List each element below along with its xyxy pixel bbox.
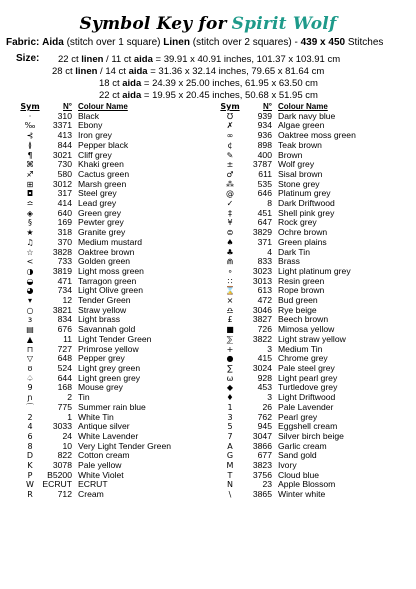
thread-number-cell: 3 xyxy=(267,392,272,403)
colour-name-cell: Light brass xyxy=(78,314,121,325)
colour-name-cell: Apple Blossom xyxy=(278,479,336,490)
symbol-cell: M xyxy=(226,461,234,471)
symbol-cell: ω xyxy=(226,373,234,383)
thread-number-cell: 3012 xyxy=(52,178,72,189)
thread-number-cell: 3021 xyxy=(52,149,72,160)
symbol-cell: W xyxy=(26,480,34,490)
thread-number-cell: 524 xyxy=(57,362,72,373)
size-line-1: 22 ct linen / 11 ct aida = 39.91 x 40.91 inches, 101.37 x 103.91 cm xyxy=(58,54,341,65)
fabric-linen-note: (stitch over 2 squares) - xyxy=(192,37,298,48)
thread-number-cell: 3821 xyxy=(52,304,72,315)
thread-number-cell: 26 xyxy=(262,401,272,412)
symbol-cell: 1 xyxy=(227,402,233,412)
symbol-cell: 6 xyxy=(27,431,33,441)
header-sym: Sym xyxy=(20,102,40,111)
colour-name-cell: Sand gold xyxy=(278,450,317,461)
size-line-2: 28 ct linen / 14 ct aida = 31.36 x 32.14 inches, 79.65 x 81.64 cm xyxy=(52,66,325,77)
colour-name-cell: Rock grey xyxy=(278,217,317,228)
symbol-cell: ◒ xyxy=(26,276,34,286)
table-row xyxy=(20,490,174,500)
size-line-4: 22 ct aida = 19.95 x 20.45 inches, 50.68 x 51.95 cm xyxy=(99,90,318,101)
symbol-cell: G xyxy=(226,451,234,461)
thread-number-cell: 10 xyxy=(62,440,72,451)
thread-number-cell: 613 xyxy=(257,285,272,296)
symbol-cell: ♦ xyxy=(226,393,234,403)
symbol-cell: A xyxy=(227,441,233,451)
symbol-cell: 8 xyxy=(27,441,33,451)
thread-number-cell: 3865 xyxy=(252,489,272,500)
colour-name-cell: Tin xyxy=(78,392,90,403)
thread-number-cell: 3823 xyxy=(252,460,272,471)
symbol-cell: 4 xyxy=(27,422,33,432)
colour-name-cell: Pearl grey xyxy=(278,411,318,422)
thread-number-cell: 169 xyxy=(57,217,72,228)
colour-name-cell: Black xyxy=(78,110,100,121)
colour-name-cell: Turtledove grey xyxy=(278,382,338,393)
symbol-cell: ▾ xyxy=(27,296,32,306)
thread-number-cell: 648 xyxy=(57,353,72,364)
thread-number-cell: 647 xyxy=(257,217,272,228)
thread-number-cell: 3 xyxy=(267,343,272,354)
symbol-cell: ✗ xyxy=(226,121,234,131)
symbol-cell: £ xyxy=(227,315,233,325)
thread-number-cell: 472 xyxy=(257,295,272,306)
thread-number-cell: 3819 xyxy=(52,265,72,276)
colour-name-cell: Mimosa yellow xyxy=(278,324,335,335)
thread-number-cell: 413 xyxy=(57,130,72,141)
symbol-cell: ʊ xyxy=(27,363,33,373)
colour-name-cell: Pale yellow xyxy=(78,460,122,471)
colour-name-cell: Light pearl grey xyxy=(278,372,338,383)
symbol-cell: ɜ xyxy=(27,315,33,325)
thread-number-cell: 3828 xyxy=(52,246,72,257)
thread-number-cell: 3829 xyxy=(252,227,272,238)
right-table-body xyxy=(220,112,374,500)
symbol-cell: 5 xyxy=(227,422,233,432)
thread-number-cell: 3371 xyxy=(52,120,72,131)
page-title xyxy=(0,14,416,34)
symbol-cell: T xyxy=(227,470,233,480)
colour-name-cell: Ebony xyxy=(78,120,103,131)
colour-name-cell: Light Tender Green xyxy=(78,333,152,344)
colour-name-cell: Tender Green xyxy=(78,295,131,306)
colour-name-cell: White Violet xyxy=(78,469,124,480)
symbol-cell: ✎ xyxy=(226,150,234,160)
colour-name-cell: Wolf grey xyxy=(278,159,315,170)
symbol-cell: ⁂ xyxy=(226,179,234,189)
colour-name-cell: Teak brown xyxy=(278,139,322,150)
thread-number-cell: 453 xyxy=(257,382,272,393)
thread-number-cell: 23 xyxy=(262,479,272,490)
fabric-aida-note: (stitch over 1 square) xyxy=(66,37,161,48)
fabric-aida: Aida xyxy=(42,37,64,48)
thread-number-cell: 611 xyxy=(258,168,272,179)
thread-number-cell: 730 xyxy=(57,159,72,170)
symbol-cell: ◑ xyxy=(26,266,34,276)
colour-name-cell: Light straw yellow xyxy=(278,333,346,344)
thread-number-cell: 2 xyxy=(67,392,72,403)
colour-name-cell: Oaktree brown xyxy=(78,246,135,257)
thread-number-cell: 726 xyxy=(257,324,272,335)
table-row xyxy=(220,490,374,500)
thread-number-cell: 535 xyxy=(257,178,272,189)
symbol-cell: 9 xyxy=(27,383,33,393)
thread-number-cell: 3023 xyxy=(252,265,272,276)
symbol-cell: ⌛ xyxy=(225,286,235,296)
thread-number-cell: 11 xyxy=(63,333,72,344)
symbol-cell: ℧ xyxy=(226,111,234,121)
colour-name-cell: Pale steel grey xyxy=(278,362,335,373)
symbol-cell: ☆ xyxy=(26,247,34,257)
thread-number-cell: 844 xyxy=(57,139,72,150)
thread-number-cell: 833 xyxy=(257,256,272,267)
thread-number-cell: 3078 xyxy=(52,460,72,471)
colour-name-cell: Mouse grey xyxy=(78,382,123,393)
colour-name-cell: Oaktree moss green xyxy=(278,130,356,141)
header-colour-name: Colour Name xyxy=(278,102,328,111)
symbol-cell: ‡ xyxy=(228,208,232,218)
symbol-cell: @ xyxy=(226,189,234,199)
thread-number-cell: 898 xyxy=(257,139,272,150)
colour-name-cell: Lead grey xyxy=(78,198,117,209)
colour-name-cell: Iron grey xyxy=(78,130,112,141)
colour-name-cell: Steel grey xyxy=(78,188,117,199)
thread-number-cell: 1 xyxy=(67,411,72,422)
colour-name-cell: Ochre brown xyxy=(278,227,328,238)
colour-name-cell: Silver birch beige xyxy=(278,430,344,441)
size-label: Size: xyxy=(16,53,40,64)
thread-number-cell: 371 xyxy=(257,236,272,247)
table-row xyxy=(220,451,374,461)
symbol-cell: ✓ xyxy=(226,199,234,209)
thread-number-cell: 3047 xyxy=(252,430,272,441)
symbol-cell: ⊰ xyxy=(26,131,34,141)
colour-name-cell: Light grey green xyxy=(78,362,141,373)
symbol-cell: × xyxy=(226,296,234,306)
symbol-cell: ‰ xyxy=(24,121,36,131)
symbol-cell: R xyxy=(27,490,33,500)
colour-name-cell: Ivory xyxy=(278,460,297,471)
colour-name-cell: Light Olive green xyxy=(78,285,143,296)
header-number: N° xyxy=(263,102,272,111)
symbol-cell: ≬ xyxy=(28,140,32,150)
thread-number-cell: 734 xyxy=(57,285,72,296)
colour-name-cell: Cactus green xyxy=(78,168,130,179)
symbol-cell: ∘ xyxy=(227,266,233,276)
thread-number-cell: 928 xyxy=(257,372,272,383)
thread-number-cell: 4 xyxy=(267,246,272,257)
thread-number-cell: ECRUT xyxy=(42,479,72,490)
thread-number-cell: 8 xyxy=(267,198,272,209)
colour-name-cell: Very Light Tender Green xyxy=(78,440,171,451)
symbol-cell: § xyxy=(28,218,32,228)
colour-name-cell: Marsh green xyxy=(78,178,127,189)
thread-number-cell: 3787 xyxy=(252,159,272,170)
colour-name-cell: Winter white xyxy=(278,489,326,500)
colour-name-cell: Light Driftwood xyxy=(278,392,336,403)
thread-number-cell: 712 xyxy=(57,489,72,500)
symbol-cell: ▲ xyxy=(26,334,34,344)
symbol-cell: ▽ xyxy=(26,354,34,364)
thread-number-cell: 3024 xyxy=(252,362,272,373)
symbol-cell: ♂ xyxy=(226,169,234,179)
colour-name-cell: Straw yellow xyxy=(78,304,127,315)
symbol-cell: ♎ xyxy=(226,305,234,315)
colour-name-cell: Summer rain blue xyxy=(78,401,146,412)
symbol-cell: ★ xyxy=(26,228,34,238)
thread-number-cell: B5200 xyxy=(47,469,72,480)
colour-name-cell: Eggshell cream xyxy=(278,421,338,432)
symbol-cell: ◕ xyxy=(26,286,34,296)
colour-name-cell: Green grey xyxy=(78,207,121,218)
thread-number-cell: 310 xyxy=(57,110,72,121)
thread-number-cell: 3866 xyxy=(252,440,272,451)
thread-number-cell: 414 xyxy=(57,198,72,209)
thread-number-cell: 733 xyxy=(57,256,72,267)
symbol-cell: ♫ xyxy=(26,237,34,247)
thread-number-cell: 775 xyxy=(57,401,72,412)
colour-name-cell: Cream xyxy=(78,489,104,500)
symbol-cell: ± xyxy=(226,160,234,170)
symbol-cell: N xyxy=(227,480,233,490)
symbol-cell: ⊜ xyxy=(226,228,234,238)
symbol-cell: ∞ xyxy=(226,131,234,141)
colour-name-cell: Light platinum grey xyxy=(278,265,351,276)
colour-name-cell: Sisal brown xyxy=(278,168,323,179)
thread-number-cell: 762 xyxy=(257,411,272,422)
colour-name-cell: Cotton cream xyxy=(78,450,130,461)
thread-number-cell: 317 xyxy=(57,188,72,199)
thread-number-cell: 3046 xyxy=(252,304,272,315)
symbol-cell: ♤ xyxy=(26,373,34,383)
symbol-key-left-table xyxy=(20,102,174,500)
colour-name-cell: Brass xyxy=(278,256,300,267)
colour-name-cell: Rye beige xyxy=(278,304,317,315)
symbol-cell: P xyxy=(27,470,33,480)
symbol-cell: 3 xyxy=(227,412,233,422)
symbol-cell: ¢ xyxy=(227,140,233,150)
symbol-cell: ◈ xyxy=(26,208,34,218)
thread-number-cell: 945 xyxy=(257,421,272,432)
colour-name-cell: Stone grey xyxy=(278,178,320,189)
colour-name-cell: Shell pink grey xyxy=(278,207,335,218)
symbol-cell: 7 xyxy=(227,431,233,441)
colour-name-cell: Garlic cream xyxy=(278,440,327,451)
symbol-cell: \ xyxy=(228,490,232,500)
symbol-cell: ∷ xyxy=(227,276,233,286)
thread-number-cell: 640 xyxy=(57,207,72,218)
thread-number-cell: 3033 xyxy=(52,421,72,432)
symbol-cell: ♐ xyxy=(26,169,34,179)
symbol-cell: D xyxy=(26,451,34,461)
symbol-cell: ≏ xyxy=(26,199,34,209)
thread-number-cell: 822 xyxy=(57,450,72,461)
colour-name-cell: Pewter grey xyxy=(78,217,124,228)
colour-name-cell: Savannah gold xyxy=(78,324,136,335)
colour-name-cell: Algae green xyxy=(278,120,325,131)
symbol-cell: ◘ xyxy=(26,189,34,199)
symbol-cell: ♠ xyxy=(226,237,234,247)
thread-number-cell: 727 xyxy=(57,343,72,354)
header-colour-name: Colour Name xyxy=(78,102,128,111)
colour-name-cell: White Tin xyxy=(78,411,114,422)
thread-number-cell: 370 xyxy=(57,236,72,247)
colour-name-cell: Brown xyxy=(278,149,303,160)
thread-number-cell: 676 xyxy=(57,324,72,335)
thread-number-cell: 3756 xyxy=(252,469,272,480)
symbol-cell: K xyxy=(27,461,33,471)
thread-number-cell: 677 xyxy=(257,450,272,461)
colour-name-cell: Tarragon green xyxy=(78,275,137,286)
colour-name-cell: Dark navy blue xyxy=(278,110,336,121)
colour-name-cell: Antique silver xyxy=(78,421,130,432)
symbol-cell: ⊓ xyxy=(26,344,34,354)
symbol-cell: 2 xyxy=(27,412,33,422)
symbol-cell: + xyxy=(226,344,234,354)
symbol-cell: ∑ xyxy=(227,363,233,373)
colour-name-cell: White Lavender xyxy=(78,430,139,441)
symbol-cell: < xyxy=(26,257,34,267)
table-row xyxy=(20,383,174,393)
thread-number-cell: 644 xyxy=(57,372,72,383)
colour-name-cell: Golden green xyxy=(78,256,131,267)
colour-name-cell: ECRUT xyxy=(78,479,108,490)
thread-number-cell: 936 xyxy=(257,130,272,141)
colour-name-cell: Dark Driftwood xyxy=(278,198,335,209)
colour-name-cell: Resin green xyxy=(278,275,325,286)
fabric-linen: Linen xyxy=(163,37,190,48)
symbol-cell: ¥ xyxy=(227,218,233,228)
fabric-label: Fabric: xyxy=(6,37,40,48)
colour-name-cell: Bud green xyxy=(278,295,318,306)
thread-number-cell: 400 xyxy=(257,149,272,160)
left-table-body xyxy=(20,112,174,500)
symbol-cell: ■ xyxy=(226,325,234,335)
colour-name-cell: Cloud blue xyxy=(278,469,320,480)
thread-number-cell: 451 xyxy=(257,207,272,218)
header-number: N° xyxy=(63,102,72,111)
colour-name-cell: Dark Tin xyxy=(278,246,310,257)
symbol-cell: ♣ xyxy=(226,247,234,257)
symbol-cell: ⌘ xyxy=(26,160,34,170)
symbol-cell: ⋒ xyxy=(226,257,234,267)
symbol-cell: ◆ xyxy=(226,383,234,393)
thread-number-cell: 3822 xyxy=(252,333,272,344)
colour-name-cell: Pale Lavender xyxy=(278,401,334,412)
symbol-cell: · xyxy=(28,111,32,121)
colour-name-cell: Light moss green xyxy=(78,265,144,276)
colour-name-cell: Pepper black xyxy=(78,139,129,150)
fabric-stitches: 439 x 450 xyxy=(300,37,346,48)
symbol-cell: ⌒ xyxy=(26,402,34,412)
colour-name-cell: Beech brown xyxy=(278,314,329,325)
symbol-cell: ¶ xyxy=(27,150,33,160)
thread-number-cell: 471 xyxy=(57,275,72,286)
header-sym: Sym xyxy=(220,102,240,111)
thread-number-cell: 3827 xyxy=(252,314,272,325)
colour-name-cell: Cliff grey xyxy=(78,149,112,160)
symbol-cell: ● xyxy=(226,354,234,364)
colour-name-cell: Primrose yellow xyxy=(78,343,139,354)
thread-number-cell: 415 xyxy=(257,353,272,364)
colour-name-cell: Khaki green xyxy=(78,159,124,170)
title-part-2: Spirit Wolf xyxy=(231,14,337,34)
colour-name-cell: Chrome grey xyxy=(278,353,328,364)
thread-number-cell: 318 xyxy=(57,227,72,238)
title-part-1: Symbol Key for xyxy=(79,14,227,34)
fabric-stitches-word: Stitches xyxy=(347,37,384,48)
thread-number-cell: 3013 xyxy=(252,275,272,286)
colour-name-cell: Medium mustard xyxy=(78,236,142,247)
colour-name-cell: Platinum grey xyxy=(278,188,331,199)
thread-number-cell: 24 xyxy=(62,430,72,441)
thread-number-cell: 12 xyxy=(62,295,72,306)
thread-number-cell: 580 xyxy=(57,168,72,179)
symbol-cell: ɲ xyxy=(27,393,33,403)
colour-name-cell: Light green grey xyxy=(78,372,141,383)
colour-name-cell: Granite grey xyxy=(78,227,126,238)
symbol-cell: ▤ xyxy=(26,325,34,335)
symbol-key-right-table xyxy=(220,102,374,500)
symbol-cell: ⅀ xyxy=(226,334,234,344)
symbol-cell: ⊞ xyxy=(26,179,34,189)
symbol-cell: ○ xyxy=(26,305,34,315)
colour-name-cell: Green plains xyxy=(278,236,327,247)
thread-number-cell: 934 xyxy=(257,120,272,131)
thread-number-cell: 646 xyxy=(257,188,272,199)
colour-name-cell: Pepper grey xyxy=(78,353,125,364)
thread-number-cell: 834 xyxy=(57,314,72,325)
thread-number-cell: 939 xyxy=(257,110,272,121)
colour-name-cell: Medium Tin xyxy=(278,343,323,354)
colour-name-cell: Rope brown xyxy=(278,285,325,296)
thread-number-cell: 168 xyxy=(57,382,72,393)
fabric-line xyxy=(6,37,383,48)
size-line-3: 18 ct aida = 24.39 x 25.00 inches, 61.95 x 63.50 cm xyxy=(99,78,318,89)
